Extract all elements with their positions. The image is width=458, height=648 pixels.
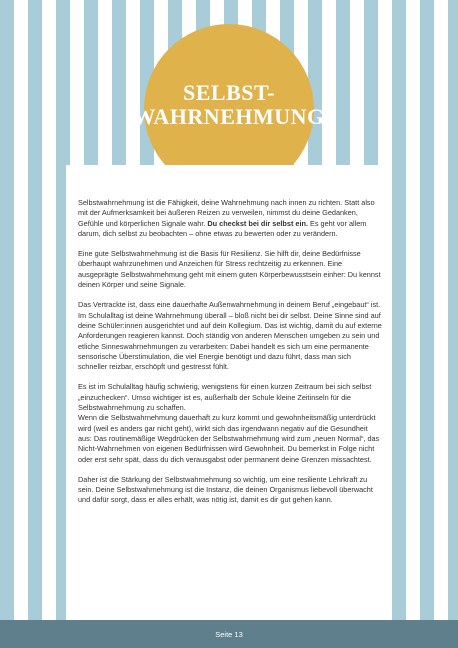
page-title <box>133 81 324 129</box>
paragraph-5: Wenn die Selbstwahrnehmung dauerhaft zu kurz kommt und gewohnheitsmäßig unterdrückt wird (weil es anders gar nicht geht), wirkt sich das irgendwann negativ auf die Gesundheit aus: Das routinemäßige Wegdrücken der Selbstwahrnehmung wird zum „neuen Normal“, das Nicht-Wahrnehmen von eigenen Bedürfnissen wird Gewohnheit. Du bemerkst in Folge nicht oder erst sehr spät, dass du dich verausgabst oder permanent deine Grenzen missachtest. <box>78 413 380 464</box>
footer-bar <box>0 620 458 648</box>
paragraph-1-text-b: Es geht vor allem darum, dich selbst zu beobachten – ohne etwas zu bewerten oder zu verändern. <box>78 218 367 238</box>
paragraph-1 <box>78 198 382 239</box>
paragraph-2: Eine gute Selbstwahrnehmung ist die Basis für Resilienz. Sie hilft dir, deine Bedürfnisse überhaupt wahrzunehmen und Anzeichen für Stress rechtzeitig zu erkennen. Eine ausgeprägte Selbstwahrnehmung geht mit einem guten Körperbewusstsein einher: Du kennst deinen Körper und seine Signale. <box>78 249 381 290</box>
paragraph-1-text-a: Selbstwahrnehmung ist die Fähigkeit, deine Wahrnehmung nach innen zu richten. Statt also mit der Aufmerksamkeit bei äußeren Reizen zu verweilen, nimmst du deine Gedanken, Gefühle und körperlichen Signale wahr. <box>78 198 375 228</box>
page-title-line-1: SELBST- <box>183 80 275 105</box>
paragraph-1-bold: Du checkst bei dir selbst ein. <box>207 218 308 228</box>
paragraph-4: Es ist im Schulalltag häufig schwierig, wenigstens für einen kurzen Zeitraum bei sich selbst „einzuchecken“. Umso wichtiger ist es, außerhalb der Schule kleine Zeitinseln für die Selbstwahrnehmung zu schaffen. <box>78 382 372 413</box>
paragraph-6: Daher ist die Stärkung der Selbstwahrnehmung so wichtig, um eine resiliente Lehrkraft zu sein. Deine Selbstwahrnehmung ist die Instanz, die deinen Organismus liebevoll überwacht und dafür sorgt, dass er alles erhält, was nötig ist, damit es dir gut gehen kann. <box>78 474 373 505</box>
page-title-line-2: WAHRNEHMUNG <box>133 104 325 129</box>
content-panel <box>66 165 392 620</box>
page-number: Seite 13 <box>215 629 243 639</box>
paragraph-3: Das Vertrackte ist, dass eine dauerhafte Außenwahrnehmung in deinem Beruf „eingebaut“ ist. Im Schulalltag ist deine Wahrnehmung überall – bloß nicht bei dir selbst. Deine Sinne sind auf deine Schüler:innen ausgerichtet und auf dein Kollegium. Das ist wichtig, damit du auf externe Anforderungen reagieren kannst. Doch ständig von anderen Menschen umgeben zu sein und etliche Sinneswahrnehmungen zu verarbeiten: Dabei handelt es sich um eine permanente sensorische Überstimulation, die viel Energie benötigt und dazu führt, dass man sich schneller reizbar, erschöpft und gestresst fühlt. <box>78 300 382 372</box>
